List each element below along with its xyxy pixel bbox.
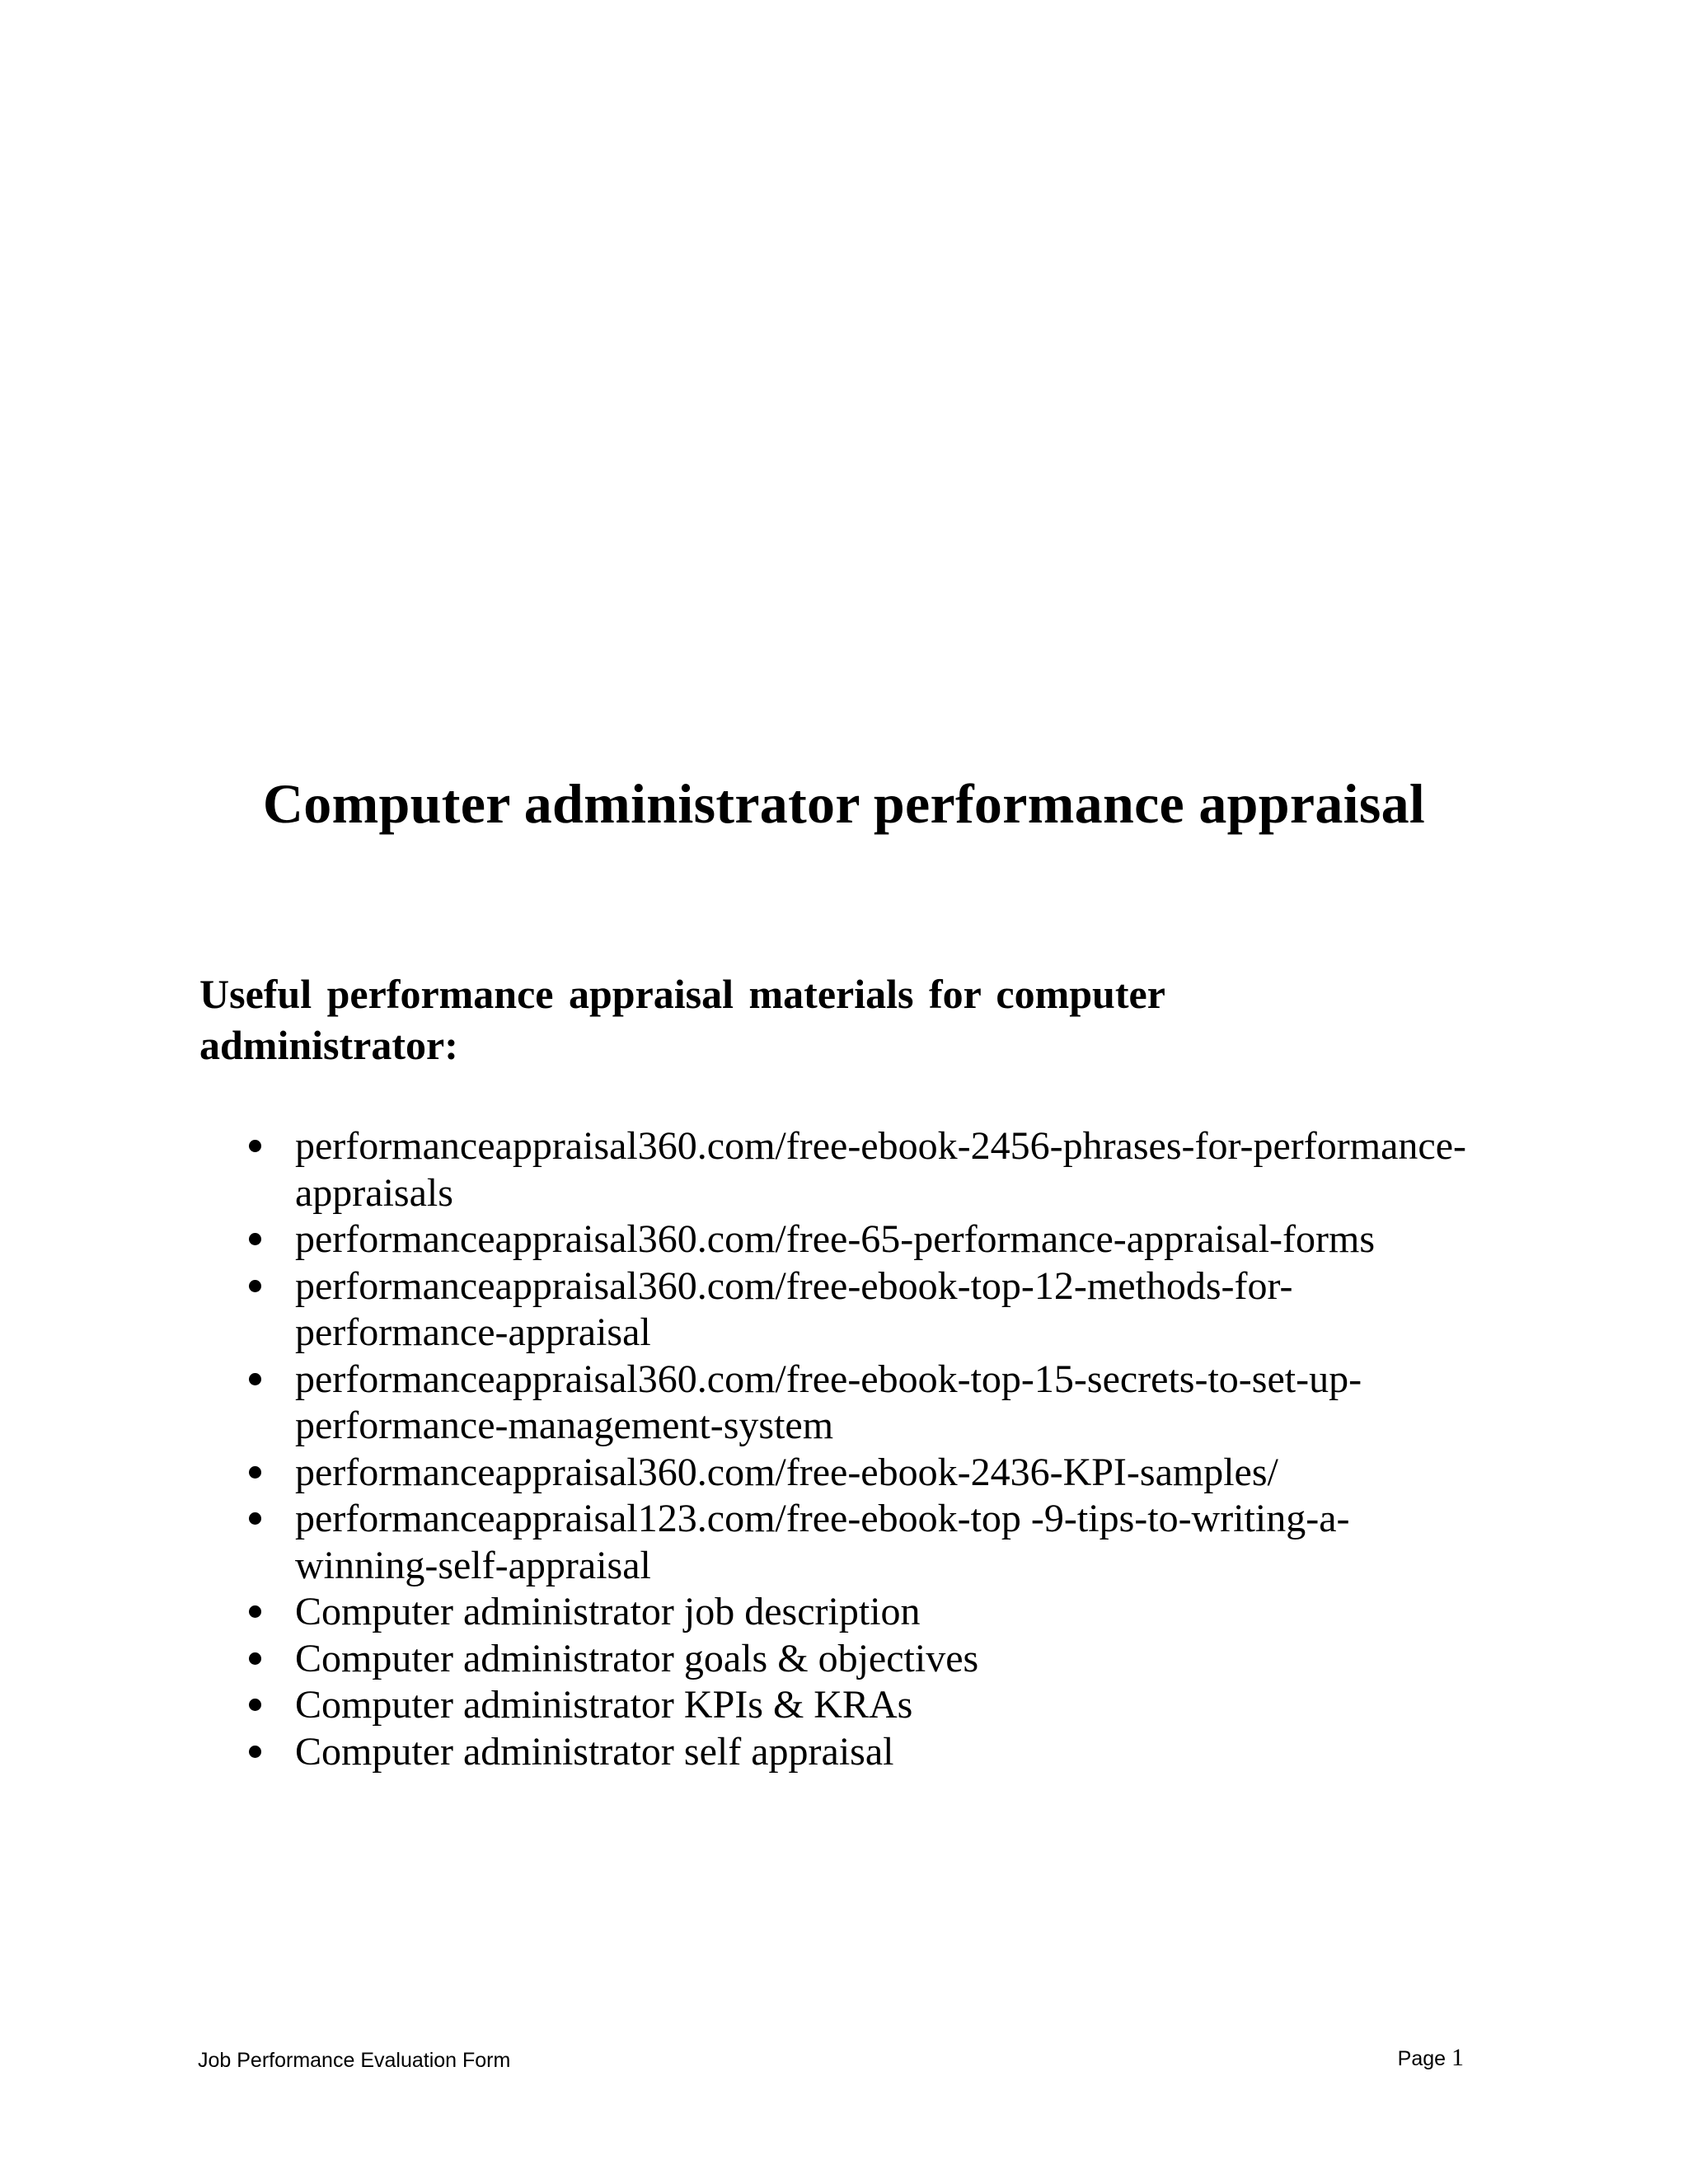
list-item-text: performanceappraisal360.com/free-ebook-top-15-secrets-to-set-up-performance-management-system — [295, 1357, 1362, 1447]
footer-page-number — [1398, 2046, 1464, 2071]
bullet-icon — [249, 1466, 261, 1479]
list-item — [247, 1496, 1484, 1589]
bullet-icon — [249, 1140, 261, 1152]
bullet-icon — [249, 1746, 261, 1758]
bullet-icon — [249, 1699, 261, 1711]
list-item — [247, 1357, 1484, 1450]
footer-form-name: Job Performance Evaluation Form — [198, 2049, 511, 2072]
list-item-text: Computer administrator self appraisal — [295, 1729, 894, 1774]
list-item — [247, 1729, 1484, 1776]
list-item-text: performanceappraisal360.com/free-ebook-top-12-methods-for-performance-appraisal — [295, 1263, 1293, 1354]
list-item — [247, 1216, 1484, 1263]
list-item-text: performanceappraisal360.com/free-ebook-2456-phrases-for-performance-appraisals — [295, 1124, 1466, 1215]
list-item — [247, 1636, 1484, 1683]
page-number: 1 — [1451, 2044, 1464, 2071]
list-item — [247, 1589, 1484, 1636]
list-item-text: performanceappraisal123.com/free-ebook-top -9-tips-to-writing-a-winning-self-appraisal — [295, 1497, 1350, 1587]
list-item-text: Computer administrator KPIs & KRAs — [295, 1683, 913, 1727]
page-label: Page — [1397, 2047, 1447, 2070]
materials-list — [247, 1123, 1484, 1775]
materials-heading: Useful performance appraisal materials for computer administrator: — [199, 971, 1165, 1068]
bullet-icon — [249, 1280, 261, 1292]
bullet-icon — [249, 1605, 261, 1618]
document-title: Computer administrator performance appraisal — [262, 772, 1426, 835]
list-item-text: Computer administrator job description — [295, 1590, 921, 1633]
list-item — [247, 1123, 1484, 1216]
list-item — [247, 1263, 1484, 1357]
bullet-icon — [249, 1652, 261, 1665]
bullet-icon — [249, 1373, 261, 1385]
list-item — [247, 1450, 1484, 1497]
bullet-icon — [249, 1233, 261, 1245]
list-item-text: performanceappraisal360.com/free-65-performance-appraisal-forms — [295, 1217, 1375, 1261]
list-item — [247, 1682, 1484, 1729]
bullet-icon — [249, 1512, 261, 1525]
list-item-text: Computer administrator goals & objectives — [295, 1636, 979, 1680]
list-item-text: performanceappraisal360.com/free-ebook-2436-KPI-samples/ — [295, 1450, 1278, 1494]
